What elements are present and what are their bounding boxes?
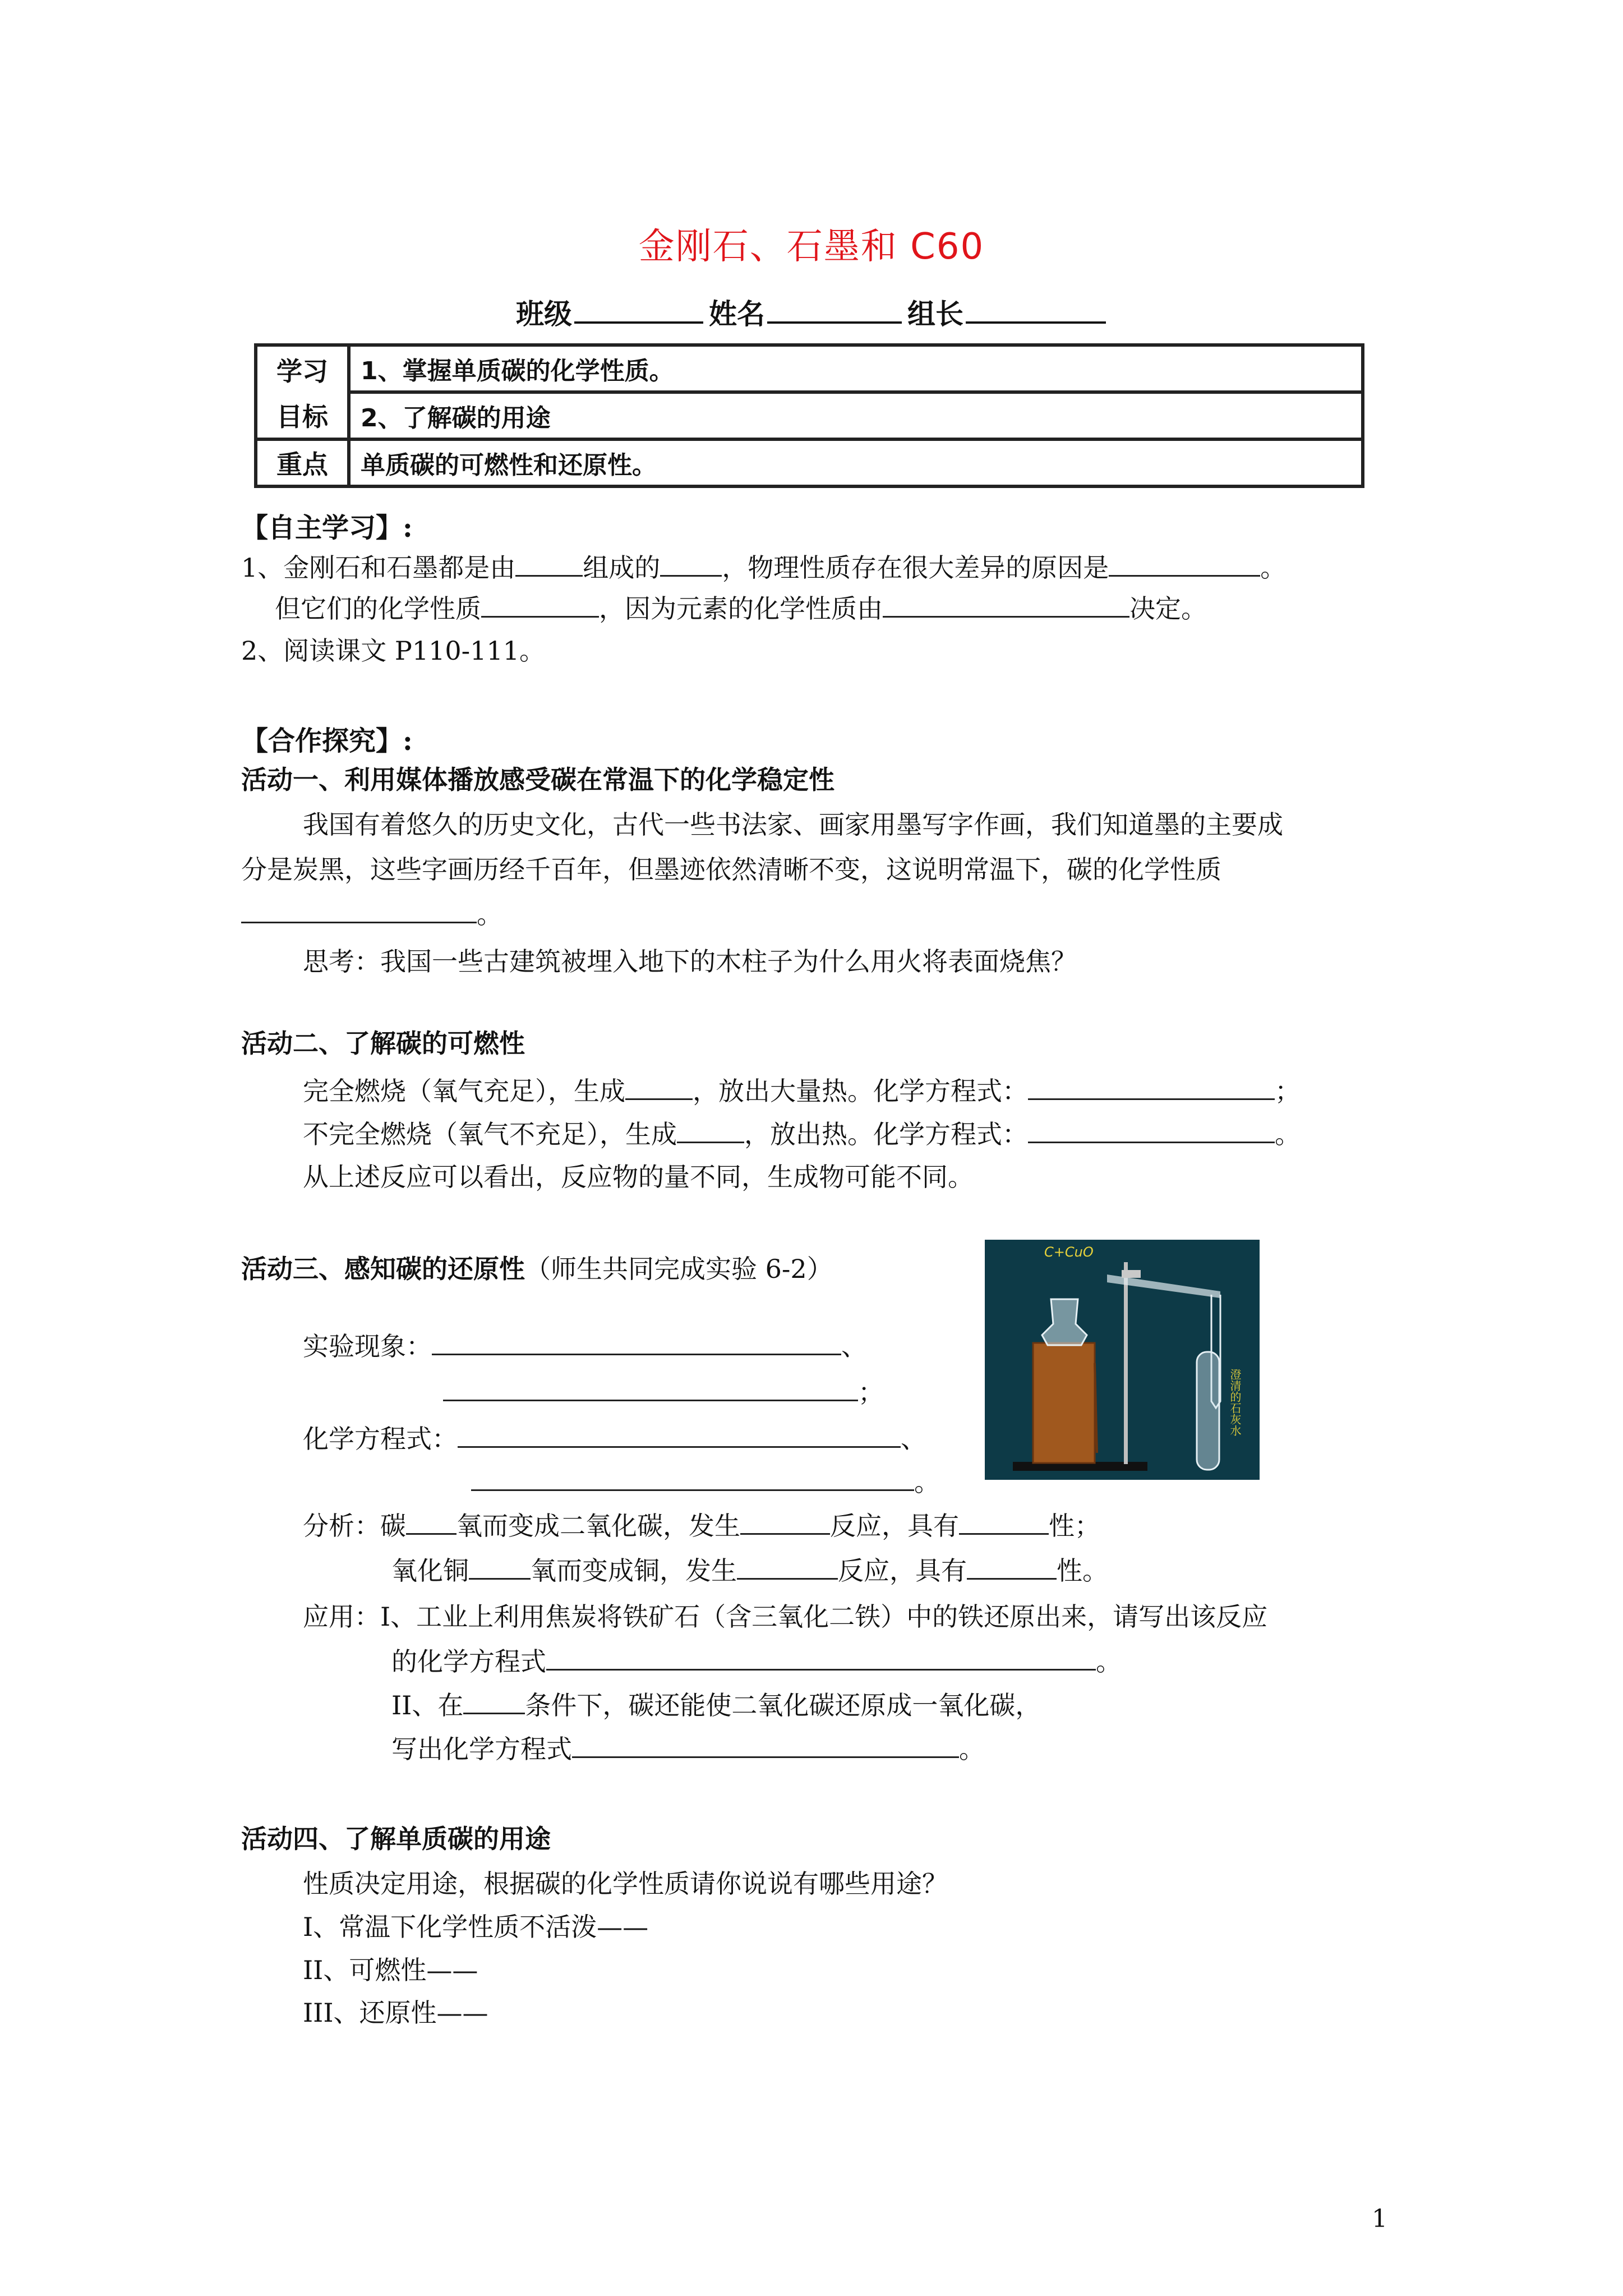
act4-item-1: I、常温下化学性质不活泼—— [303,1912,649,1942]
act1-think: 思考：我国一些古建筑被埋入地下的木柱子为什么用火将表面烧焦？ [303,946,1077,977]
app1-a: I、工业上利用焦炭将铁矿石（含三氧化二铁）中的铁还原出来，请写出该反应 [380,1602,1268,1632]
an1-blank-3[interactable] [959,1510,1049,1535]
act3-equation-label: 化学方程式： [303,1424,458,1454]
act2-l2-b: ，放出热。化学方程式： [744,1119,1028,1149]
act3-equation [303,1422,926,1456]
lime-water-label: 澄清的石灰水 [1228,1369,1242,1436]
act2-title-b: 可燃性 [448,1028,525,1059]
act3-phenomenon-blank-1[interactable] [432,1330,841,1355]
act1-paragraph-2: 分是炭黑，这些字画历经千百年，但墨迹依然清晰不变，这说明常温下，碳的化学性质 [241,854,1221,885]
q1-blank-5[interactable] [883,592,1129,618]
act1-blank[interactable] [241,898,477,923]
apparatus-reaction-label: C+CuO [1044,1244,1094,1260]
act4-title-b: 用途 [499,1824,551,1854]
clamp [1122,1270,1141,1278]
student-info-line [516,292,1112,332]
an2-a: 氧化铜 [391,1556,469,1586]
act1-title-b: 常温下的化学稳定性 [602,765,834,795]
act3-phenomenon [303,1329,867,1363]
goal-1: 1、掌握单质碳的化学性质。 [349,345,1363,392]
act3-title-a: 活动三、感知碳的 [241,1254,448,1284]
act3-end-2: 。 [914,1467,940,1497]
an1-a: 碳 [380,1511,406,1541]
goals-label-top: 学习 [256,345,349,392]
act3-application-2 [391,1688,1041,1722]
name-field[interactable] [767,296,902,324]
leader-label: 组长 [907,298,963,330]
q1-text-c: ，物理性质存在很大差异的原因是 [722,553,1109,583]
app2-c: 写出化学方程式 [391,1734,572,1764]
coop-heading: 【合作探究】: [241,725,413,757]
wood-block [1033,1343,1095,1463]
analysis-label: 分析： [303,1511,380,1541]
act2-l1-a: 完全燃烧（氧气充足），生成 [303,1076,625,1106]
act3-sep-2: 、 [901,1424,926,1454]
stand-rod [1124,1262,1128,1464]
act3-analysis-1 [303,1509,1100,1543]
an1-b: 氧而变成二氧化碳，发生 [457,1511,740,1541]
self-study-q1 [241,551,1286,585]
document-title: 金刚石、石墨和 C60 [638,226,985,268]
act4-item-3: III、还原性—— [303,1998,488,2028]
act2-blank-2[interactable] [1028,1075,1275,1100]
an2-blank-3[interactable] [967,1554,1057,1580]
act2-l2-a: 不完全燃烧（氧气不充足），生成 [303,1119,677,1149]
q1-line2-text-b: ，因为元素的化学性质由 [599,593,883,624]
act3-title-b: 还原性 [448,1254,525,1284]
an2-d: 性。 [1057,1556,1108,1586]
q1-blank-2[interactable] [660,551,722,577]
act3-sep-1: 、 [841,1331,867,1361]
act3-equation-blank-1[interactable] [458,1423,901,1448]
act2-blank-4[interactable] [1028,1118,1275,1143]
act3-phenomenon-blank-2[interactable] [443,1376,858,1401]
app1-blank[interactable] [546,1645,1096,1671]
act3-phenomenon-line2 [443,1375,884,1409]
q1-text-b: 组成的 [583,553,661,583]
act1-end: 。 [477,899,502,930]
activity-3-title [241,1252,833,1286]
goals-label-bottom: 目标 [256,392,349,439]
an2-b: 氧而变成铜，发生 [531,1556,737,1586]
act2-l1-end: ； [1275,1076,1301,1106]
class-label: 班级 [516,298,572,330]
act3-application-1 [303,1600,1267,1634]
act3-application-2-line2 [391,1732,985,1766]
act4-item-2: II、可燃性—— [303,1955,478,1985]
act1-paragraph-3 [241,898,502,931]
app1-b: 的化学方程式 [391,1646,546,1677]
an2-blank-1[interactable] [469,1554,531,1580]
activity-4-title [241,1822,551,1856]
q1-blank-1[interactable] [515,551,583,577]
act3-end-1: ； [858,1377,884,1407]
activity-2-title [241,1027,525,1060]
act2-l1-b: ，放出大量热。化学方程式： [693,1076,1028,1106]
an1-blank-1[interactable] [406,1510,457,1535]
an1-c: 反应，具有 [830,1511,959,1541]
class-field[interactable] [574,296,703,324]
learning-goals-table [254,343,1364,488]
name-label: 姓名 [709,298,765,330]
act2-title-a: 活动二、了解碳的 [241,1028,448,1059]
app2-b: 条件下，碳还能使二氧化碳还原成一氧化碳， [525,1690,1041,1720]
leader-field[interactable] [966,296,1106,324]
activity-1-title [241,763,834,797]
q1-end: 。 [1260,553,1287,583]
act2-line-2 [303,1117,1301,1151]
page-number: 1 [1372,2205,1387,2233]
q1-text-a: 1、金刚石和石墨都是由 [241,553,516,583]
q1-blank-3[interactable] [1109,551,1260,577]
apparatus-illustration [985,1240,1260,1480]
app1-end: 。 [1096,1646,1122,1677]
self-study-heading: 【自主学习】: [241,512,413,544]
q1-blank-4[interactable] [481,592,599,618]
act2-blank-1[interactable] [625,1075,693,1100]
an2-c: 反应，具有 [838,1556,967,1586]
act3-title-c: （师生共同完成实验 6-2） [525,1254,833,1284]
q1-line2-text-c: 决定。 [1129,593,1207,624]
key-point-label: 重点 [256,439,349,486]
an1-blank-2[interactable] [740,1510,830,1535]
act2-line-1 [303,1074,1301,1108]
act1-title-a: 活动一、利用媒体播放感受碳在 [241,765,602,795]
act3-equation-blank-2[interactable] [471,1466,914,1491]
app2-end: 。 [959,1734,985,1764]
act3-application-1-line2 [391,1645,1122,1678]
app2-blank-2[interactable] [572,1733,959,1758]
act3-analysis-2 [391,1554,1108,1588]
self-study-q1-line2 [275,592,1207,625]
act4-title-a: 活动四、了解单质碳的 [241,1824,499,1854]
act4-question: 性质决定用途，根据碳的化学性质请你说说有哪些用途？ [303,1869,948,1899]
receiving-test-tube [1197,1352,1219,1470]
app2-blank-1[interactable] [463,1689,525,1714]
an1-d: 性； [1049,1511,1100,1541]
goal-2: 2、了解碳的用途 [349,392,1363,439]
act3-phenomenon-label: 实验现象： [303,1331,432,1361]
act3-equation-line2 [471,1465,940,1499]
act2-l2-end: 。 [1275,1119,1301,1149]
an2-blank-2[interactable] [737,1554,838,1580]
app2-a: II、在 [391,1690,464,1720]
application-label: 应用： [303,1602,380,1632]
act1-paragraph-1: 我国有着悠久的历史文化，古代一些书法家、画家用墨写字作画，我们知道墨的主要成 [303,809,1283,840]
experiment-apparatus-image [985,1240,1260,1480]
key-point-text: 单质碳的可燃性和还原性。 [349,439,1363,486]
act2-blank-3[interactable] [677,1118,744,1143]
self-study-q2: 2、阅读课文 P110-111。 [241,636,545,666]
act2-line-3: 从上述反应可以看出，反应物的量不同，生成物可能不同。 [303,1162,974,1192]
q1-line2-text-a: 但它们的化学性质 [275,593,481,624]
